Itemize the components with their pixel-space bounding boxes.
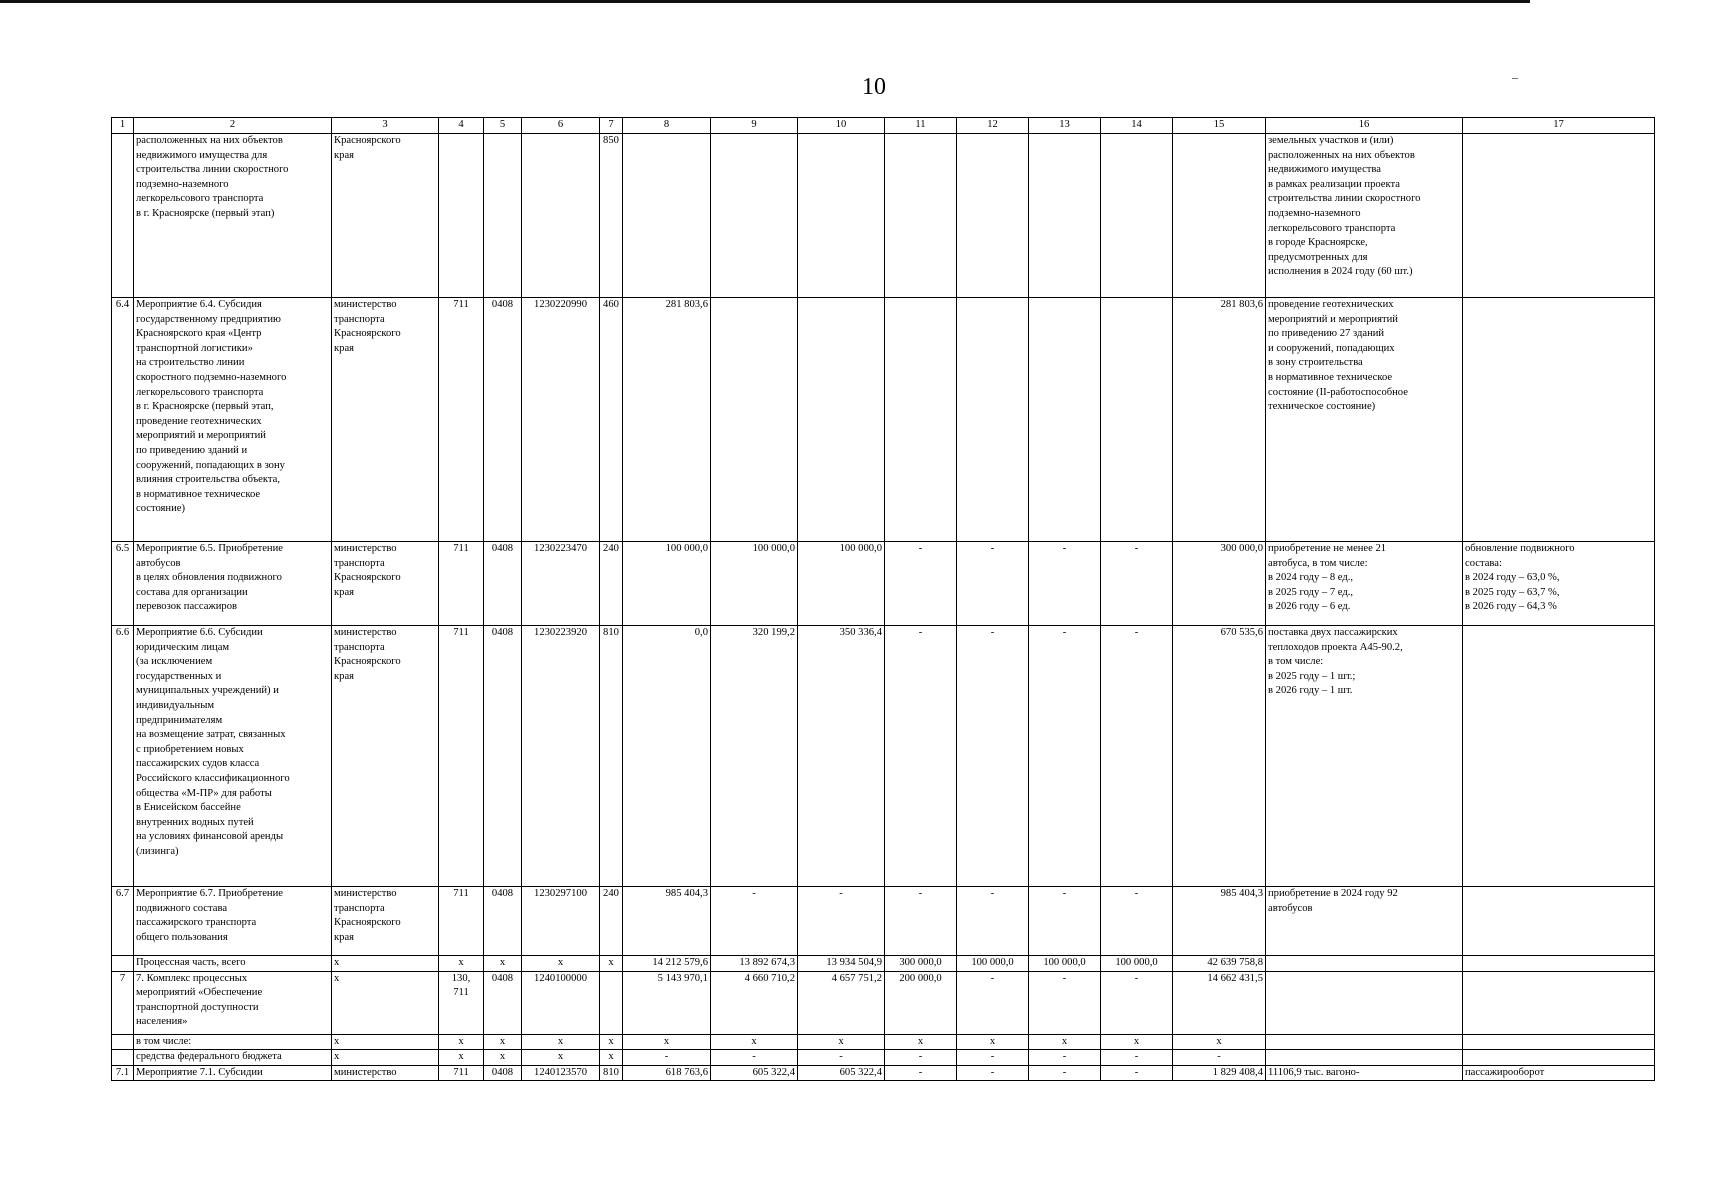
- cell-value: -: [1101, 887, 1173, 956]
- cell-grbs: 711: [439, 626, 484, 887]
- cell-executor: x: [332, 971, 439, 1034]
- cell-result: [1266, 1050, 1463, 1066]
- col-header: 5: [484, 118, 522, 134]
- cell-value: x: [885, 1034, 957, 1050]
- cell-grbs: 130, 711: [439, 971, 484, 1034]
- cell-rzpr: 0408: [484, 1065, 522, 1081]
- cell-vr: 850: [600, 134, 623, 298]
- col-header: 9: [711, 118, 798, 134]
- cell-value: [711, 134, 798, 298]
- cell-value: 618 763,6: [623, 1065, 711, 1081]
- cell-value: -: [885, 626, 957, 887]
- cell-value: [798, 298, 885, 542]
- cell-indicator: [1463, 956, 1655, 972]
- cell-name: 7. Комплекс процессных мероприятий «Обеспечение транспортной доступности населения»: [134, 971, 332, 1034]
- cell-grbs: [439, 134, 484, 298]
- cell-value: x: [484, 1050, 522, 1066]
- cell-total: 281 803,6: [1173, 298, 1266, 542]
- cell-value: [885, 298, 957, 542]
- row-label: Процессная часть, всего: [134, 956, 332, 972]
- table-row: [112, 971, 1655, 1034]
- cell-value: [1101, 298, 1173, 542]
- cell-num: 6.7: [112, 887, 134, 956]
- col-header: 17: [1463, 118, 1655, 134]
- cell-name: Мероприятие 7.1. Субсидии: [134, 1065, 332, 1081]
- cell-executor: министерство транспорта Красноярского края: [332, 542, 439, 626]
- cell-value: 13 934 504,9: [798, 956, 885, 972]
- cell-value: -: [957, 1065, 1029, 1081]
- cell-csr: 1230223920: [522, 626, 600, 887]
- cell-total: 14 662 431,5: [1173, 971, 1266, 1034]
- page-number: 10: [862, 74, 886, 100]
- cell-value: -: [1029, 626, 1101, 887]
- cell-result: приобретение не менее 21 автобуса, в том числе: в 2024 году – 8 ед., в 2025 году – 7 ед., в 2026 году – 6 ед.: [1266, 542, 1463, 626]
- cell-name: Мероприятие 6.5. Приобретение автобусов в целях обновления подвижного состава для организации перевозок пассажиров: [134, 542, 332, 626]
- cell-value: 5 143 970,1: [623, 971, 711, 1034]
- cell-value: 350 336,4: [798, 626, 885, 887]
- cell-grbs: 711: [439, 1065, 484, 1081]
- cell-value: 100 000,0: [798, 542, 885, 626]
- cell-value: 320 199,2: [711, 626, 798, 887]
- cell-total: 985 404,3: [1173, 887, 1266, 956]
- cell-value: 100 000,0: [957, 956, 1029, 972]
- col-header: 16: [1266, 118, 1463, 134]
- process-total-row: [112, 956, 1655, 972]
- col-header: 7: [600, 118, 623, 134]
- cell-value: x: [439, 1034, 484, 1050]
- cell-indicator: [1463, 298, 1655, 542]
- cell-result: 11106,9 тыс. вагоно-: [1266, 1065, 1463, 1081]
- cell-csr: 1230223470: [522, 542, 600, 626]
- cell-value: -: [1029, 887, 1101, 956]
- col-header: 15: [1173, 118, 1266, 134]
- cell-value: x: [711, 1034, 798, 1050]
- table-row: [112, 542, 1655, 626]
- cell-value: 13 892 674,3: [711, 956, 798, 972]
- cell-value: x: [600, 1050, 623, 1066]
- cell-value: -: [798, 1050, 885, 1066]
- cell-vr: 810: [600, 1065, 623, 1081]
- cell-grbs: 711: [439, 887, 484, 956]
- cell-grbs: 711: [439, 542, 484, 626]
- cell-num: [112, 134, 134, 298]
- table-row: [112, 298, 1655, 542]
- cell-indicator: [1463, 134, 1655, 298]
- cell-value: [957, 298, 1029, 542]
- col-header: 10: [798, 118, 885, 134]
- cell-value: 0,0: [623, 626, 711, 887]
- cell-value: -: [711, 887, 798, 956]
- cell-total: 1 829 408,4: [1173, 1065, 1266, 1081]
- cell-total: 670 535,6: [1173, 626, 1266, 887]
- column-numbers-row: [112, 118, 1655, 134]
- cell-value: 200 000,0: [885, 971, 957, 1034]
- cell-value: -: [1029, 1050, 1101, 1066]
- cell-value: -: [623, 1050, 711, 1066]
- cell-value: [1029, 134, 1101, 298]
- cell-value: -: [1101, 1065, 1173, 1081]
- cell-csr: 1230220990: [522, 298, 600, 542]
- col-header: 2: [134, 118, 332, 134]
- cell-value: x: [332, 956, 439, 972]
- cell-value: -: [1029, 971, 1101, 1034]
- cell-value: 300 000,0: [885, 956, 957, 972]
- cell-num: 7: [112, 971, 134, 1034]
- cell-value: -: [1101, 626, 1173, 887]
- cell-value: x: [522, 956, 600, 972]
- cell-value: -: [957, 971, 1029, 1034]
- cell-num: 7.1: [112, 1065, 134, 1081]
- cell-value: 605 322,4: [711, 1065, 798, 1081]
- cell-value: x: [623, 1034, 711, 1050]
- cell-result: [1266, 971, 1463, 1034]
- cell-executor: министерство транспорта Красноярского края: [332, 887, 439, 956]
- cell-value: 605 322,4: [798, 1065, 885, 1081]
- cell-value: x: [522, 1034, 600, 1050]
- cell-vr: 810: [600, 626, 623, 887]
- col-header: 1: [112, 118, 134, 134]
- cell-csr: [522, 134, 600, 298]
- cell-indicator: [1463, 626, 1655, 887]
- cell-value: -: [1101, 1050, 1173, 1066]
- cell-value: [885, 134, 957, 298]
- cell-total: -: [1173, 1050, 1266, 1066]
- cell-value: x: [484, 956, 522, 972]
- cell-value: 100 000,0: [1101, 956, 1173, 972]
- col-header: 14: [1101, 118, 1173, 134]
- cell-rzpr: 0408: [484, 887, 522, 956]
- cell-value: -: [957, 542, 1029, 626]
- cell-indicator: пассажирооборот: [1463, 1065, 1655, 1081]
- cell-value: x: [332, 1034, 439, 1050]
- cell-value: [798, 134, 885, 298]
- federal-budget-row: [112, 1050, 1655, 1066]
- cell-rzpr: 0408: [484, 298, 522, 542]
- cell-value: -: [1029, 1065, 1101, 1081]
- cell-value: x: [1101, 1034, 1173, 1050]
- cell-value: x: [484, 1034, 522, 1050]
- cell-vr: 240: [600, 887, 623, 956]
- cell-grbs: 711: [439, 298, 484, 542]
- cell-value: [623, 134, 711, 298]
- col-header: 3: [332, 118, 439, 134]
- cell-value: -: [1101, 542, 1173, 626]
- cell-value: -: [1101, 971, 1173, 1034]
- cell-num: 6.4: [112, 298, 134, 542]
- cell-result: проведение геотехнических мероприятий и мероприятий по приведению 27 зданий и сооружений, попадающих в зону строительства в нормативное техническое состояние (II-работоспособное техническое состояние): [1266, 298, 1463, 542]
- cell-csr: 1240123570: [522, 1065, 600, 1081]
- cell-value: -: [957, 1050, 1029, 1066]
- cell-value: -: [711, 1050, 798, 1066]
- cell-value: 100 000,0: [623, 542, 711, 626]
- table-row: [112, 1065, 1655, 1081]
- cell-name: расположенных на них объектов недвижимого имущества для строительства линии скоростного подземно-наземного легкорельсового транспорта в г. Красноярске (первый этап): [134, 134, 332, 298]
- cell-value: x: [439, 956, 484, 972]
- table-row: [112, 626, 1655, 887]
- cell-rzpr: [484, 134, 522, 298]
- cell-result: приобретение в 2024 году 92 автобусов: [1266, 887, 1463, 956]
- cell-value: [1101, 134, 1173, 298]
- cell-vr: 240: [600, 542, 623, 626]
- cell-value: x: [439, 1050, 484, 1066]
- cell-value: x: [600, 1034, 623, 1050]
- cell-value: 4 657 751,2: [798, 971, 885, 1034]
- cell-value: x: [1029, 1034, 1101, 1050]
- scan-artifact: [1512, 78, 1518, 79]
- cell-total: 300 000,0: [1173, 542, 1266, 626]
- cell-value: 100 000,0: [711, 542, 798, 626]
- cell-total: 42 639 758,8: [1173, 956, 1266, 972]
- cell-value: 4 660 710,2: [711, 971, 798, 1034]
- cell-value: -: [885, 1050, 957, 1066]
- cell-rzpr: 0408: [484, 626, 522, 887]
- cell-value: -: [1029, 542, 1101, 626]
- col-header: 8: [623, 118, 711, 134]
- cell-value: -: [885, 1065, 957, 1081]
- cell-indicator: [1463, 971, 1655, 1034]
- row-label: в том числе:: [134, 1034, 332, 1050]
- cell-rzpr: 0408: [484, 542, 522, 626]
- cell-csr: 1230297100: [522, 887, 600, 956]
- col-header: 13: [1029, 118, 1101, 134]
- cell-result: земельных участков и (или) расположенных на них объектов недвижимого имущества в рамках реализации проекта строительства линии скоростного подземно-наземного легкорельсового транспорта в городе Красноярске, предусмотренных для исполнения в 2024 году (60 шт.): [1266, 134, 1463, 298]
- cell-value: -: [957, 887, 1029, 956]
- col-header: 6: [522, 118, 600, 134]
- cell-vr: 460: [600, 298, 623, 542]
- cell-value: x: [600, 956, 623, 972]
- cell-value: -: [885, 542, 957, 626]
- col-header: 12: [957, 118, 1029, 134]
- cell-value: 14 212 579,6: [623, 956, 711, 972]
- cell-value: x: [522, 1050, 600, 1066]
- cell-vr: [600, 971, 623, 1034]
- cell-result: [1266, 1034, 1463, 1050]
- col-header: 11: [885, 118, 957, 134]
- including-row: [112, 1034, 1655, 1050]
- cell-indicator: обновление подвижного состава: в 2024 году – 63,0 %, в 2025 году – 63,7 %, в 2026 году – 64,3 %: [1463, 542, 1655, 626]
- cell-indicator: [1463, 887, 1655, 956]
- program-table: [111, 117, 1655, 1081]
- cell-num: 6.6: [112, 626, 134, 887]
- cell-name: Мероприятие 6.6. Субсидии юридическим лицам (за исключением государственных и муниципальных учреждений) и индивидуальным предпринимателям на возмещение затрат, связанных с приобретением новых пассажирских судов класса Российского классификационного общества «М-ПР» для работы в Енисейском бассейне внутренних водных путей на условиях финансовой аренды (лизинга): [134, 626, 332, 887]
- cell-total: [1173, 134, 1266, 298]
- cell-indicator: [1463, 1034, 1655, 1050]
- cell-value: x: [957, 1034, 1029, 1050]
- cell-value: x: [798, 1034, 885, 1050]
- cell-csr: 1240100000: [522, 971, 600, 1034]
- cell-value: -: [798, 887, 885, 956]
- cell-executor: министерство: [332, 1065, 439, 1081]
- cell-value: -: [957, 626, 1029, 887]
- cell-value: 985 404,3: [623, 887, 711, 956]
- table-row: [112, 887, 1655, 956]
- cell-executor: министерство транспорта Красноярского края: [332, 298, 439, 542]
- cell-name: Мероприятие 6.7. Приобретение подвижного состава пассажирского транспорта общего пользования: [134, 887, 332, 956]
- row-label: средства федерального бюджета: [134, 1050, 332, 1066]
- cell-value: [1029, 298, 1101, 542]
- cell-value: 281 803,6: [623, 298, 711, 542]
- cell-executor: министерство транспорта Красноярского края: [332, 626, 439, 887]
- cell-rzpr: 0408: [484, 971, 522, 1034]
- col-header: 4: [439, 118, 484, 134]
- cell-indicator: [1463, 1050, 1655, 1066]
- cell-value: x: [332, 1050, 439, 1066]
- cell-result: [1266, 956, 1463, 972]
- top-scan-border: [0, 0, 1530, 3]
- cell-executor: Красноярского края: [332, 134, 439, 298]
- cell-value: 100 000,0: [1029, 956, 1101, 972]
- cell-total: x: [1173, 1034, 1266, 1050]
- cell-name: Мероприятие 6.4. Субсидия государственному предприятию Красноярского края «Центр транспортной логистики» на строительство линии скоростного подземно-наземного легкорельсового транспорта в г. Красноярске (первый этап, проведение геотехнических мероприятий и мероприятий по приведению зданий и сооружений, попадающих в зону влияния строительства объекта, в нормативное техническое состояние): [134, 298, 332, 542]
- cell-value: -: [885, 887, 957, 956]
- cell-result: поставка двух пассажирских теплоходов проекта А45-90.2, в том числе: в 2025 году – 1 шт.; в 2026 году – 1 шт.: [1266, 626, 1463, 887]
- cell-value: [711, 298, 798, 542]
- cell-value: [957, 134, 1029, 298]
- cell-num: 6.5: [112, 542, 134, 626]
- table-row: [112, 134, 1655, 298]
